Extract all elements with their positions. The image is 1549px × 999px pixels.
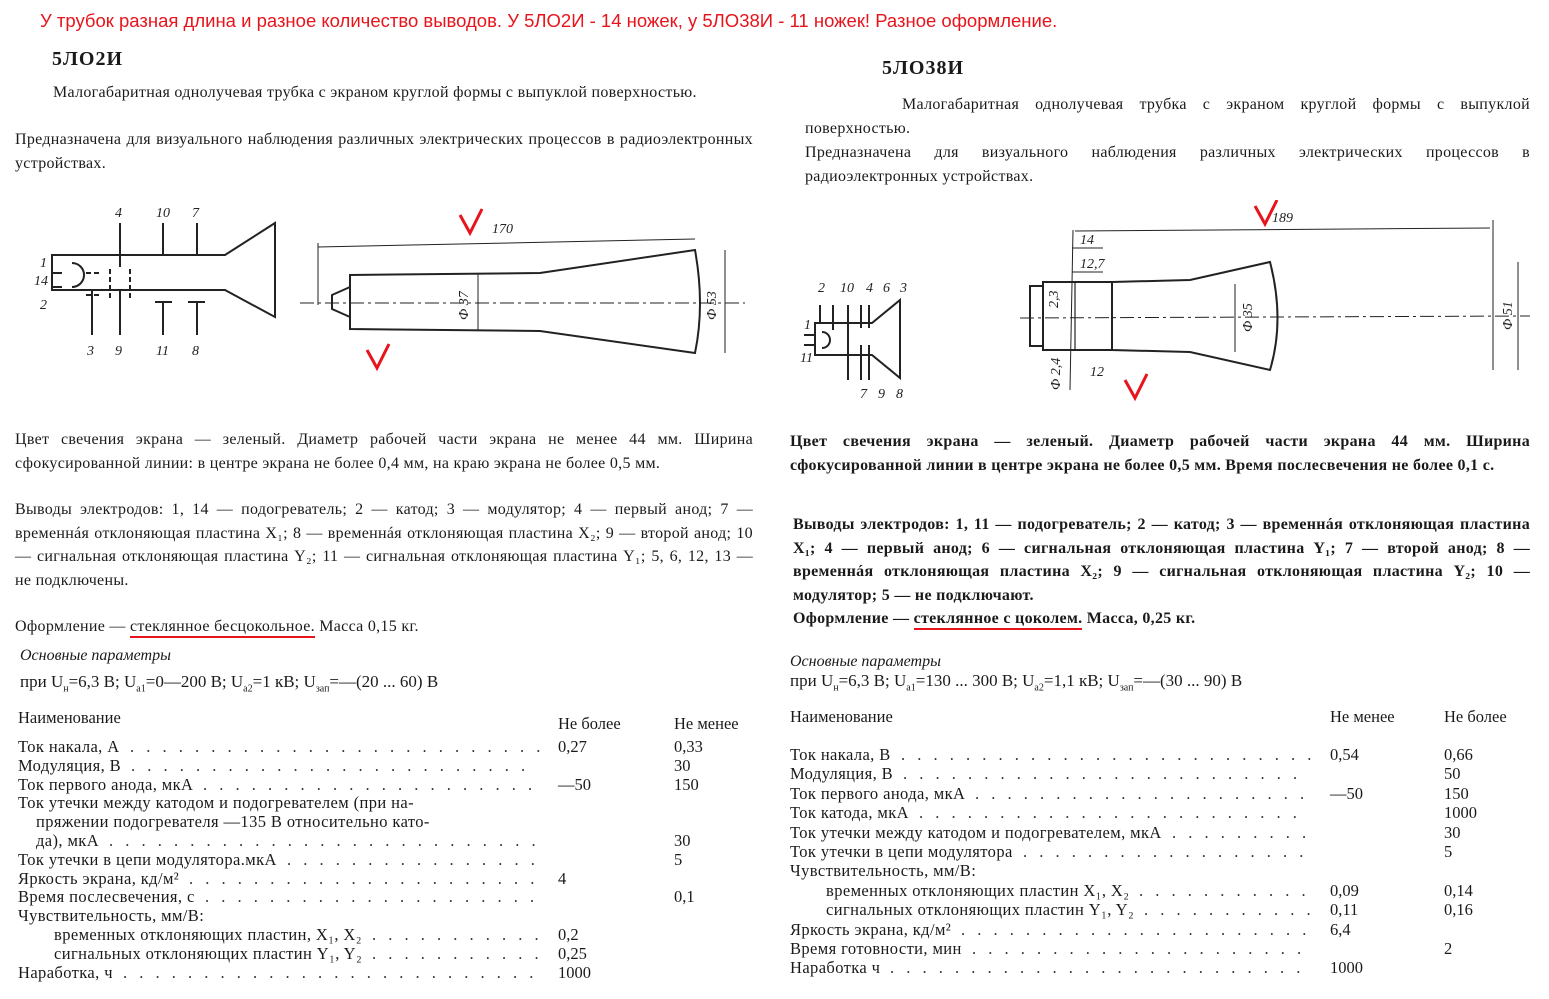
row-name: Ток утечки между катодом и подогревателем, мкА <box>790 822 1162 842</box>
red-check-mark <box>1125 374 1147 398</box>
row-value-col1: 1000 <box>558 962 591 982</box>
pin-label: 2 <box>818 281 825 296</box>
row-name: Ток катода, мкА <box>790 803 910 823</box>
row-name: да), мкА <box>36 830 100 850</box>
leader-dots: . . . . . . . . . . . . . . . . . . . . . <box>203 774 537 794</box>
param-text: =1,1 кВ; U <box>1043 671 1120 690</box>
pin-label: 4 <box>866 281 873 296</box>
leader-dots: . . . . . . . . . . . . . . . . . . . . . . <box>189 868 539 888</box>
row-name: Ток утечки в цепи модулятора <box>790 841 1013 861</box>
param-sub: н <box>833 682 839 694</box>
table-row <box>18 887 768 906</box>
param-text: =130 ... 300 В; U <box>915 671 1035 690</box>
left-column <box>15 48 753 981</box>
row-name: Ток утечки между катодом и подогревателем (при на- <box>18 793 414 813</box>
table-row <box>18 812 768 831</box>
row-name: Чувствительность, мм/В: <box>790 861 977 881</box>
table-row <box>18 869 768 888</box>
dimension-12-7: 12,7 <box>1080 257 1105 272</box>
leader-dots: . . . . . . . . . . . . . . . . . . . . . . . . . . <box>890 958 1305 978</box>
row-name: Модуляция, В <box>790 764 894 784</box>
table-row <box>18 737 768 756</box>
table-row <box>790 920 1545 939</box>
param-sub: зап <box>1119 682 1134 694</box>
row-name: пряжении подогревателя —135 В относительно като- <box>36 812 430 832</box>
row-name: Модуляция, В <box>18 755 122 775</box>
param-sub: а2 <box>1034 682 1044 694</box>
table-header <box>18 708 768 737</box>
dimension-12: 12 <box>1090 365 1104 380</box>
row-name: Наработка ч <box>790 958 881 978</box>
param-text: при U <box>20 672 64 691</box>
header-col1: Не более <box>558 714 621 733</box>
table-row <box>790 881 1545 900</box>
param-text: =6,3 В; U <box>838 671 907 690</box>
left-parameters-table <box>18 708 768 981</box>
leader-dots: . . . . . . . . . . . . . . . . . . . . . . <box>961 919 1311 939</box>
row-value-col2: 5 <box>1444 841 1453 861</box>
right-params-title: Основные параметры <box>790 653 941 670</box>
row-name: Чувствительность, мм/В: <box>18 906 205 926</box>
table-row <box>790 958 1545 977</box>
table-row <box>18 831 768 850</box>
header-col2: Не менее <box>674 714 739 733</box>
right-tube-diagram <box>790 200 1549 430</box>
pin-label: 11 <box>156 344 169 359</box>
row-value-col1: —50 <box>558 774 591 794</box>
leader-dots: . . . . . . . . . . . . . . . . <box>287 849 539 869</box>
header-col2: Не более <box>1444 707 1507 726</box>
row-value-col2: 30 <box>674 830 691 850</box>
row-value-col1: 0,09 <box>1330 880 1359 900</box>
leader-dots: . . . . . . . . . . . . . . . . . . . . . . . . <box>919 803 1301 823</box>
leader-dots: . . . . . . . . . . . . . . . . . . . . . . . . . . . <box>109 830 540 850</box>
pin-label: 8 <box>896 387 903 402</box>
left-title: 5ЛО2И <box>52 48 124 70</box>
left-params-title: Основные параметры <box>20 647 171 664</box>
row-value-col1: 6,4 <box>1330 919 1351 939</box>
table-row <box>18 906 768 925</box>
row-value-col2: 0,33 <box>674 737 703 756</box>
row-value-col2: 30 <box>1444 822 1461 842</box>
row-value-col1: 0,2 <box>558 924 579 944</box>
pin-label: 3 <box>87 344 94 359</box>
row-name: временных отклоняющих пластин X₁, X₂ <box>826 880 1130 900</box>
leader-dots: . . . . . . . . . . . . . . . . . . . . . <box>972 938 1306 958</box>
table-row <box>18 963 768 982</box>
row-value-col2: 0,1 <box>674 887 695 907</box>
row-value-col1: 0,54 <box>1330 745 1359 764</box>
row-value-col2: 150 <box>1444 783 1469 803</box>
pin-label: 8 <box>192 344 199 359</box>
red-check-mark <box>460 209 482 233</box>
screen-diameter: Ф 53 <box>705 291 720 320</box>
dimension-2-3: 2,3 <box>1047 290 1062 308</box>
row-name: Ток утечки в цепи модулятора.мкА <box>18 849 277 869</box>
pin-label: 1 <box>804 318 811 333</box>
leader-dots: . . . . . . . . . . . . . . . . . . . . . . . . . . <box>130 737 545 756</box>
row-value-col2: 0,16 <box>1444 900 1473 920</box>
leader-dots: . . . . . . . . . . . . . . . . . . <box>1023 841 1308 861</box>
right-intro1: Малогабаритная однолучевая трубка с экраном круглой формы с выпуклой поверхностью. <box>805 96 1530 137</box>
leader-dots: . . . . . . . . . . . . . . . . . . . . . . . . . . <box>901 745 1316 764</box>
row-name: Время послесвечения, с <box>18 887 195 907</box>
param-sub: а2 <box>243 683 253 695</box>
table-row <box>790 784 1545 803</box>
table-row <box>18 944 768 963</box>
table-row <box>790 745 1545 764</box>
row-value-col2: 2 <box>1444 938 1453 958</box>
pin-label: 10 <box>840 281 854 296</box>
screen-diameter: Ф 51 <box>1501 301 1516 330</box>
pin-label: 9 <box>115 344 122 359</box>
design-value: стеклянное с цоколем. <box>914 610 1083 630</box>
param-text: =1 кВ; U <box>252 672 316 691</box>
row-value-col2: 150 <box>674 774 699 794</box>
row-value-col1: 0,27 <box>558 737 587 756</box>
row-name: Яркость экрана, кд/м² <box>790 919 952 939</box>
right-pins: Выводы электродов: 1, 11 — подогреватель; 2 — катод; 3 — временнáя отклоняющая пластина X₁; 4 — первый анод; 6 — сигнальная отклоняющая пластина Y₁; 7 — второй анод; 8 — временнáя отклоняющая пластина X₂; 9 — сигнальная отклоняющая пластина Y₂; 10 — модулятор; 5 — не подключают. <box>793 516 1530 604</box>
table-row <box>18 850 768 869</box>
param-text: =0—200 В; U <box>145 672 244 691</box>
row-name: временных отклоняющих пластин, X₁, X₂ <box>54 924 362 944</box>
param-sub: а1 <box>136 683 146 695</box>
pin-label: 9 <box>878 387 885 402</box>
leader-dots: . . . . . . . . . . . . . . . . . . . . . . . . . <box>131 755 530 775</box>
leader-dots: . . . . . . . . . . . . . . . . . . . . . . . . . <box>903 764 1302 784</box>
pin-label: 1 <box>40 256 47 271</box>
leader-dots: . . . . . . . . . . . <box>372 943 543 963</box>
table-row <box>18 756 768 775</box>
design-label: Оформление — <box>15 618 131 635</box>
pin-label: 7 <box>192 206 199 221</box>
left-params <box>15 672 753 708</box>
leader-dots: . . . . . . . . . . . <box>1144 900 1315 920</box>
pin-label: 4 <box>115 206 122 221</box>
left-intro2: Предназначена для визуального наблюдения различных электрических процессов в радиоэлектронных устройствах. <box>15 131 753 172</box>
table-row <box>790 900 1545 919</box>
row-value-col2: 0,14 <box>1444 880 1473 900</box>
row-value-col1: 0,11 <box>1330 900 1359 920</box>
left-tube-diagram <box>0 195 770 428</box>
row-name: Наработка, ч <box>18 962 113 982</box>
neck-diameter: Ф 37 <box>457 291 472 320</box>
left-pins: Выводы электродов: 1, 14 — подогреватель; 2 — катод; 3 — модулятор; 4 — первый анод; 7 — временнáя отклоняющая пластина X₁; 8 — временнáя отклоняющая пластина X₂; 9 — второй анод; 10 — сигнальная отклоняющая пластина Y₂; 11 — сигнальная отклоняющая пластина Y₁; 5, 6, 12, 13 — не подключены. <box>15 501 753 589</box>
left-intro1: Малогабаритная однолучевая трубка с экраном круглой формы с выпуклой поверхностью. <box>53 84 697 101</box>
length-dimension: 170 <box>492 222 513 237</box>
red-check-mark <box>367 344 389 368</box>
param-text: при U <box>790 671 834 690</box>
header-col1: Не менее <box>1330 707 1395 726</box>
table-row <box>18 775 768 794</box>
table-header <box>790 707 1545 745</box>
pin-label: 6 <box>883 281 890 296</box>
right-intro2: Предназначена для визуального наблюдения различных электрических процессов в радиоэлектронных устройствах. <box>805 144 1530 185</box>
row-name: сигнальных отклоняющих пластин Y₁, Y₂ <box>54 943 363 963</box>
row-name: сигнальных отклоняющих пластин Y₁, Y₂ <box>826 900 1135 920</box>
length-dimension: 189 <box>1272 211 1293 226</box>
right-parameters-table <box>790 707 1545 978</box>
leader-dots: . . . . . . . . . . . . . . . . . . . . . <box>205 887 539 907</box>
row-value-col2: 1000 <box>1444 803 1477 823</box>
pin-label: 14 <box>34 274 48 289</box>
row-value-col2: 30 <box>674 755 691 775</box>
table-row <box>18 925 768 944</box>
pin-label: 3 <box>900 281 907 296</box>
param-text: =6,3 В; U <box>68 672 137 691</box>
row-value-col1: 4 <box>558 868 567 888</box>
param-sub: зап <box>315 683 330 695</box>
row-value-col2: 50 <box>1444 764 1461 784</box>
annotation-note: У трубок разная длина и разное количество выводов. У 5ЛО2И - 14 ножек, у 5ЛО38И - 11 ножек! Разное оформление. <box>40 10 1058 31</box>
right-description: Цвет свечения экрана — зеленый. Диаметр рабочей части экрана 44 мм. Ширина сфокусированной линии в центре экрана не более 0,5 мм. Время послесвечения не более 0,1 с. <box>790 433 1530 474</box>
row-name: Ток первого анода, мкА <box>790 783 966 803</box>
row-name: Яркость экрана, кд/м² <box>18 868 180 888</box>
table-row <box>790 764 1545 783</box>
design-value: стеклянное бесцокольное. <box>130 618 315 638</box>
table-row <box>790 939 1545 958</box>
table-row <box>790 823 1545 842</box>
pin-label: 7 <box>860 387 867 402</box>
row-name: Ток накала, В <box>790 745 891 764</box>
design-label: Оформление — <box>793 610 914 627</box>
right-params <box>790 671 1530 707</box>
dimension-2-4: Ф 2,4 <box>1049 357 1064 390</box>
right-column <box>790 57 1530 978</box>
dimension-14: 14 <box>1080 233 1094 248</box>
header-name: Наименование <box>18 708 121 727</box>
right-design <box>790 607 1530 653</box>
pin-label: 10 <box>156 206 170 221</box>
leader-dots: . . . . . . . . . . . <box>1139 880 1310 900</box>
pin-label: 2 <box>40 298 47 313</box>
row-name: Ток накала, А <box>18 737 120 756</box>
param-text: =—(30 ... 90) В <box>1133 671 1243 690</box>
table-row <box>790 803 1545 822</box>
leader-dots: . . . . . . . . . . . <box>372 924 543 944</box>
row-name: Время готовности, мин <box>790 938 962 958</box>
mass: Масса 0,15 кг. <box>314 618 419 635</box>
table-row <box>790 861 1545 880</box>
table-row <box>18 793 768 812</box>
leader-dots: . . . . . . . . . . . . . . . . . . . . . . . . . . <box>123 962 538 982</box>
left-description: Цвет свечения экрана — зеленый. Диаметр рабочей части экрана не менее 44 мм. Ширина сфокусированной линии: в центре экрана не более 0,4 мм, на краю экрана не более 0,5 мм. <box>15 431 753 472</box>
row-value-col1: —50 <box>1330 783 1363 803</box>
right-title: 5ЛО38И <box>882 57 965 79</box>
row-value-col1: 0,25 <box>558 943 587 963</box>
header-name: Наименование <box>790 707 893 726</box>
row-name: Ток первого анода, мкА <box>18 774 194 794</box>
neck-diameter: Ф 35 <box>1241 303 1256 332</box>
row-value-col1: 1000 <box>1330 958 1363 978</box>
row-value-col2: 0,66 <box>1444 745 1473 764</box>
table-row <box>790 842 1545 861</box>
leader-dots: . . . . . . . . . . . . . . . . . . . . . <box>975 783 1309 803</box>
left-design <box>15 615 753 647</box>
param-text: =—(20 ... 60) В <box>329 672 439 691</box>
param-sub: н <box>63 683 69 695</box>
pin-label: 11 <box>800 351 813 366</box>
mass: Масса, 0,25 кг. <box>1082 610 1196 627</box>
param-sub: а1 <box>906 682 916 694</box>
leader-dots: . . . . . . . . . <box>1172 822 1311 842</box>
row-value-col2: 5 <box>674 849 683 869</box>
